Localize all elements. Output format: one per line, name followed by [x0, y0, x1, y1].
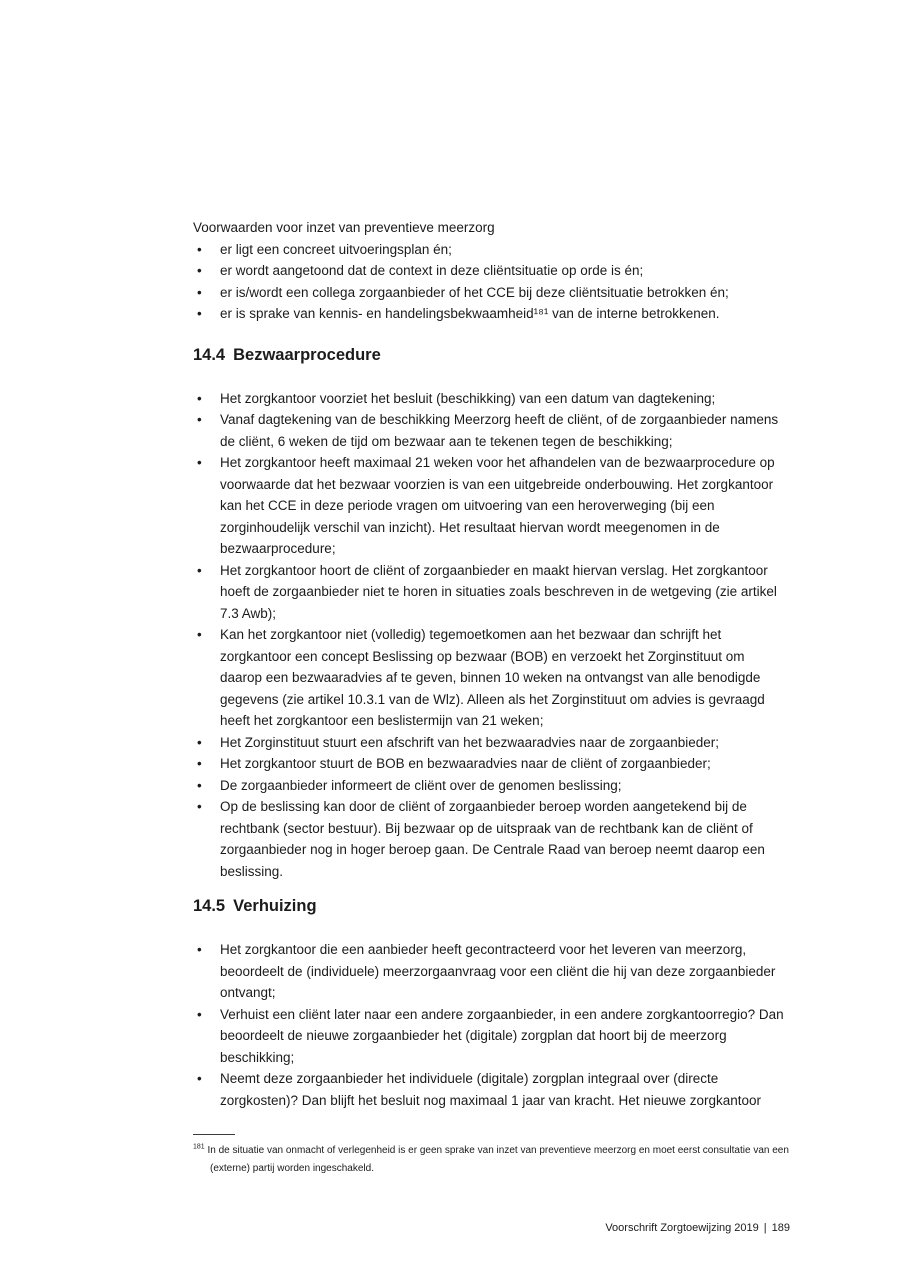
list-item: • Het zorgkantoor stuurt de BOB en bezwaaradvies naar de cliënt of zorgaanbieder;: [193, 753, 790, 775]
list-item: • De zorgaanbieder informeert de cliënt over de genomen beslissing;: [193, 775, 790, 797]
list-item: • er is sprake van kennis- en handelingsbekwaamheid¹⁸¹ van de interne betrokkenen.: [193, 303, 790, 325]
list-item: • er ligt een concreet uitvoeringsplan én;: [193, 239, 790, 261]
section-14-5-bullet-list: [193, 939, 790, 1111]
page-footer: [605, 1222, 790, 1234]
list-item: • Het zorgkantoor die een aanbieder heeft gecontracteerd voor het leveren van meerzorg, beoordeelt de (individuele) meerzorgaanvraag voor een cliënt die hij van deze zorgaanbieder ontvangt;: [193, 939, 790, 1004]
footer-separator: |: [763, 1222, 767, 1234]
section-title: Verhuizing: [233, 897, 317, 915]
list-item: • Kan het zorgkantoor niet (volledig) tegemoetkomen aan het bezwaar dan schrijft het zorgkantoor een concept Beslissing op bezwaar (BOB) en verzoekt het Zorginstituut om daarop een bezwaaradvies af te geven, binnen 10 weken na ontvangst van alle benodigde gegevens (zie artikel 10.3.1 van de Wlz). Alleen als het Zorginstituut om advies is gevraagd heeft het zorgkantoor een beslistermijn van 21 weken;: [193, 624, 790, 732]
list-item: • Vanaf dagtekening van de beschikking Meerzorg heeft de cliënt, of de zorgaanbieder namens de cliënt, 6 weken de tijd om bezwaar aan te tekenen tegen de beschikking;: [193, 409, 790, 452]
footnote-text: In de situatie van onmacht of verlegenheid is er geen sprake van inzet van preventieve meerzorg en moet eerst consultatie van een (externe) partij worden ingeschakeld.: [207, 1145, 789, 1174]
footnote-divider: [193, 1134, 235, 1135]
list-item: • Het Zorginstituut stuurt een afschrift van het bezwaaradvies naar de zorgaanbieder;: [193, 732, 790, 754]
section-title: Bezwaarprocedure: [233, 345, 381, 364]
list-item: • er is/wordt een collega zorgaanbieder of het CCE bij deze cliëntsituatie betrokken én;: [193, 282, 790, 304]
footnote: [193, 1142, 790, 1177]
list-item: • Neemt deze zorgaanbieder het individuele (digitale) zorgplan integraal over (directe zorgkosten)? Dan blijft het besluit nog maximaal 1 jaar van kracht. Het nieuwe zorgkantoor: [193, 1068, 790, 1111]
list-item: • Verhuist een cliënt later naar een andere zorgaanbieder, in een andere zorgkantoorregio? Dan beoordeelt de nieuwe zorgaanbieder het (digitale) zorgplan dat hoort bij de meerzorg beschikking;: [193, 1004, 790, 1069]
list-item: • er wordt aangetoond dat de context in deze cliëntsituatie op orde is én;: [193, 260, 790, 282]
list-item: • Het zorgkantoor hoort de cliënt of zorgaanbieder en maakt hiervan verslag. Het zorgkantoor hoeft de zorgaanbieder niet te horen in situaties zoals beschreven in de wetgeving (zie artikel 7.3 Awb);: [193, 560, 790, 625]
intro-bullet-list: [193, 239, 790, 325]
intro-lead: Voorwaarden voor inzet van preventieve meerzorg: [193, 220, 495, 235]
section-heading-14-5: [193, 894, 790, 918]
section-number: 14.4: [193, 345, 226, 364]
section-heading-14-4: [193, 343, 790, 367]
list-item: • Het zorgkantoor voorziet het besluit (beschikking) van een datum van dagtekening;: [193, 388, 790, 410]
footnote-marker: 181: [193, 1143, 205, 1151]
list-item: • Het zorgkantoor heeft maximaal 21 weken voor het afhandelen van de bezwaarprocedure op voorwaarde dat het bezwaar voorzien is van een uitgebreide onderbouwing. Het zorgkantoor kan het CCE in deze periode vragen om uitvoering van een heroverweging (bij een zorginhoudelijk verschil van inzicht). Het resultaat hiervan wordt meegenomen in de bezwaarprocedure;: [193, 452, 790, 560]
section-number: 14.5: [193, 897, 226, 915]
footer-page-number: 189: [771, 1222, 790, 1234]
list-item: • Op de beslissing kan door de cliënt of zorgaanbieder beroep worden aangetekend bij de rechtbank (sector bestuur). Bij bezwaar op de uitspraak van de rechtbank kan de cliënt of zorgaanbieder nog in hoger beroep gaan. De Centrale Raad van beroep neemt daarop een beslissing.: [193, 796, 790, 882]
section-14-4-bullet-list: [193, 388, 790, 883]
footer-document-title: Voorschrift Zorgtoewijzing 2019: [605, 1222, 759, 1234]
